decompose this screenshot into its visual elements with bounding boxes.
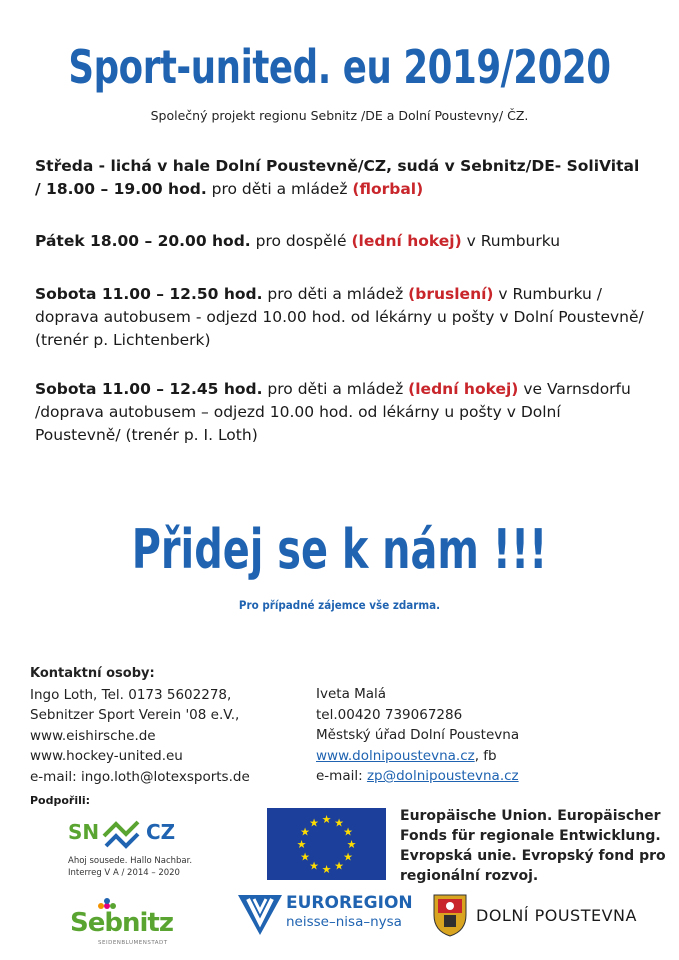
contact-link[interactable]: www.hockey-united.eu	[30, 748, 183, 764]
sebnitz-logo	[70, 898, 200, 948]
svg-text:★: ★	[300, 825, 310, 839]
schedule-time: Sobota 11.00 – 12.50 hod.	[35, 285, 263, 303]
schedule-time: Sobota 11.00 – 12.45 hod.	[35, 380, 263, 398]
svg-text:★: ★	[321, 863, 332, 876]
cta-note: Pro případné zájemce vše zdarma.	[238, 598, 441, 612]
page-title: Sport-united. eu 2019/2020	[68, 40, 611, 94]
svg-text:★: ★	[309, 816, 319, 830]
schedule-audience: pro děti a mládež	[262, 285, 409, 303]
eu-stars	[267, 808, 386, 880]
eu-fund-text	[400, 806, 670, 886]
sncz-logo	[68, 816, 198, 886]
contacts-right	[316, 684, 616, 787]
town-crest-icon	[432, 893, 468, 937]
contact-phone: tel.00420 739067286	[316, 706, 463, 723]
eu-text-line: Fonds für regionale Entwicklung.	[400, 828, 661, 844]
schedule-sport: (bruslení)	[408, 285, 494, 303]
sponsors-heading: Podpořili:	[30, 794, 91, 807]
svg-text:★: ★	[346, 838, 357, 851]
eu-text-line: Evropská unie. Evropský fond pro	[400, 848, 666, 864]
contact-line: Sebnitzer Sport Verein '08 e.V.,	[30, 707, 240, 723]
schedule-sport: (florbal)	[352, 180, 424, 198]
sncz-right: CZ	[146, 820, 176, 844]
euroregion-name: EUROREGION	[286, 893, 413, 913]
eu-text-line: Europäische Union. Europäischer	[400, 808, 661, 824]
schedule-audience: pro děti a mládež	[262, 380, 409, 398]
schedule-sport: (lední hokej)	[351, 232, 462, 250]
cta-headline: Přidej se k nám !!!	[131, 518, 548, 581]
sebnitz-name: Sebnitz	[70, 908, 173, 938]
svg-text:★: ★	[334, 859, 344, 873]
svg-text:★: ★	[343, 825, 353, 839]
euroregion-logo	[238, 893, 428, 943]
contact-email[interactable]: e-mail: ingo.loth@lotexsports.de	[30, 768, 250, 785]
svg-text:★: ★	[334, 816, 344, 830]
schedule-detail: v Rumburku	[461, 232, 561, 250]
page-subtitle: Společný projekt regionu Sebnitz /DE a Dolní Poustevny/ ČZ.	[150, 108, 529, 123]
contacts-left	[30, 664, 320, 787]
schedule-item	[35, 378, 645, 447]
euroregion-emblem-icon	[238, 895, 282, 935]
sncz-line1: Ahoj sousede. Hallo Nachbar.	[68, 856, 193, 866]
schedule-detail: v Rumburku / doprava autobusem - odjezd 10.00 hod. od lékárny u pošty v Dolní Poustevně/ (trenér p. Lichtenberk)	[35, 285, 644, 349]
contacts-heading: Kontaktní osoby:	[30, 666, 155, 681]
svg-text:★: ★	[321, 813, 332, 826]
contact-link[interactable]: www.eishirsche.de	[30, 727, 156, 744]
sncz-left: SN	[68, 820, 100, 844]
svg-text:★: ★	[343, 850, 353, 864]
sebnitz-tagline: SEIDENBLUMENSTADT	[98, 940, 168, 946]
schedule-item	[35, 230, 645, 253]
schedule-sport: (lední hokej)	[408, 380, 519, 398]
schedule-audience: pro dospělé	[250, 232, 352, 250]
eu-text-line: regionální rozvoj.	[400, 868, 539, 884]
town-name: DOLNÍ POUSTEVNA	[476, 906, 637, 925]
schedule-item	[35, 283, 645, 352]
schedule-time: Středa - lichá v hale Dolní Poustevně/CZ, sudá v Sebnitz/DE- SoliVital / 18.00 – 19.00 hod.	[35, 157, 640, 198]
svg-text:★: ★	[300, 850, 310, 864]
sncz-emblem-icon	[102, 816, 142, 850]
contact-email-line	[316, 766, 616, 787]
schedule-time: Pátek 18.00 – 20.00 hod.	[35, 232, 251, 250]
svg-text:★: ★	[309, 859, 319, 873]
contact-web-line	[316, 746, 616, 767]
contact-office: Městský úřad Dolní Poustevna	[316, 727, 520, 743]
schedule-detail: ve Varnsdorfu /doprava autobusem – odjezd 10.00 hod. od lékárny u pošty v Dolní Poustevně/ (trenér p. I. Loth)	[35, 380, 631, 444]
euroregion-tagline: neisse–nisa–nysa	[286, 914, 402, 930]
svg-text:★: ★	[296, 838, 307, 851]
contact-name: Iveta Malá	[316, 686, 387, 702]
email-link[interactable]: zp@dolnipoustevna.cz	[366, 768, 519, 784]
email-prefix: e-mail:	[316, 768, 367, 784]
schedule-audience: pro děti a mládež	[206, 180, 353, 198]
eu-flag-icon	[267, 808, 386, 880]
web-link[interactable]: www.dolnipoustevna.cz	[316, 747, 475, 764]
web-suffix: , fb	[474, 747, 497, 764]
contact-line: Ingo Loth, Tel. 0173 5602278,	[30, 686, 232, 703]
sncz-line2: Interreg V A / 2014 – 2020	[68, 868, 180, 878]
schedule-item	[35, 155, 645, 201]
